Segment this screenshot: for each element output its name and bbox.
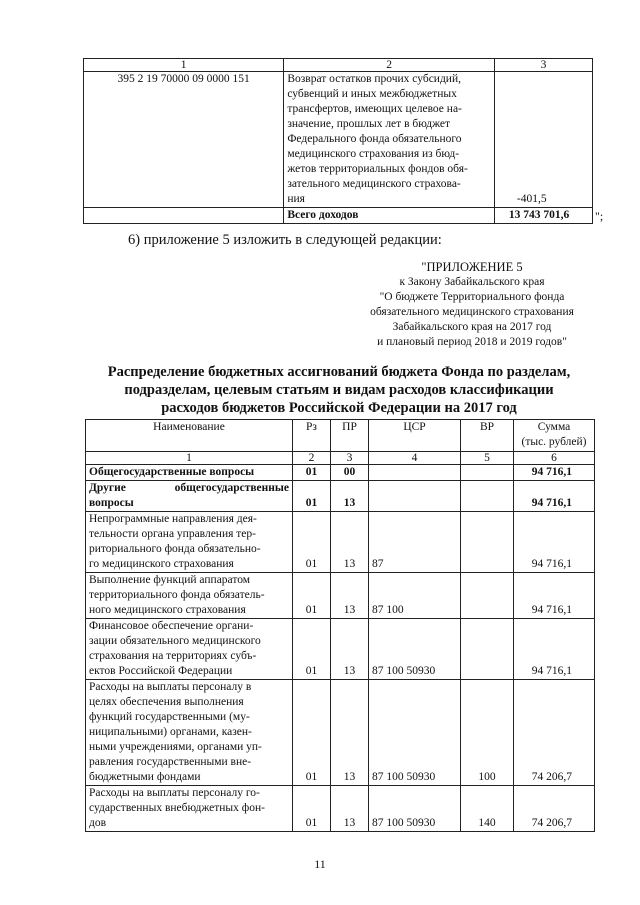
row-name: Расходы на выплаты персоналу в целях обеспечения выполнения функций государственными (му- ниципальными) органами, казен- ными учреждениями, органами уп- равления государственными вне- бюджетными фондами [86, 680, 293, 786]
row-csr: 87 100 50930 [369, 619, 461, 680]
row-csr: 87 100 50930 [369, 680, 461, 786]
col-index-1: 1 [84, 59, 284, 72]
row-pr: 13 [331, 619, 369, 680]
appendix-header: "ПРИЛОЖЕНИЕ 5 к Закону Забайкальского края "О бюджете Территориального фонда обязательного медицинского страхования Забайкальского края на 2017 год и плановый период 2018 и 2019 годов" [330, 260, 614, 350]
row-rz: 01 [293, 465, 331, 481]
total-amount: 13 743 701,6 [494, 208, 592, 224]
row-pr: 13 [331, 481, 369, 512]
row-vr [461, 573, 514, 619]
row-csr: 87 100 [369, 573, 461, 619]
page-number: 11 [314, 857, 326, 871]
row-pr: 13 [331, 512, 369, 573]
table-row [86, 465, 595, 481]
column-index-row: 1 2 3 4 5 6 [86, 452, 595, 465]
row-csr [369, 481, 461, 512]
row-rz: 01 [293, 619, 331, 680]
row-vr [461, 512, 514, 573]
row-sum: 94 716,1 [514, 481, 595, 512]
row-name: Непрограммные направления дея- тельности органа управления тер- риториального фонда обязательно- го медицинского страхования [86, 512, 293, 573]
header-name: Наименование [86, 420, 293, 452]
table-row [86, 481, 595, 512]
row-pr: 13 [331, 680, 369, 786]
amendment-paragraph: 6) приложение 5 изложить в следующей редакции: [128, 232, 442, 248]
revenue-row [84, 72, 593, 208]
total-label: Всего доходов [284, 208, 495, 224]
col-index-3: 3 [494, 59, 592, 72]
table-row [86, 619, 595, 680]
row-vr [461, 465, 514, 481]
row-csr: 87 [369, 512, 461, 573]
revenue-table-continuation [83, 58, 593, 224]
row-vr [461, 481, 514, 512]
table-row [86, 680, 595, 786]
row-name: Выполнение функций аппаратом территориального фонда обязатель- ного медицинского страхования [86, 573, 293, 619]
row-csr: 87 100 50930 [369, 786, 461, 832]
table-row [86, 512, 595, 573]
table-row [86, 573, 595, 619]
row-name: Другие общегосударственные вопросы [86, 481, 293, 512]
document-title: Распределение бюджетных ассигнований бюджета Фонда по разделам, подразделам, целевым статьям и видам расходов классификации расходов бюджетов Российской Федерации на 2017 год [107, 364, 571, 416]
col-index-2: 2 [284, 59, 495, 72]
row-pr: 13 [331, 786, 369, 832]
row-rz: 01 [293, 680, 331, 786]
row-sum: 74 206,7 [514, 680, 595, 786]
header-csr: ЦСР [369, 420, 461, 452]
row-vr [461, 619, 514, 680]
revenue-table-header [84, 59, 593, 72]
header-rz: Рз [293, 420, 331, 452]
revenue-description: Возврат остатков прочих субсидий, субвенций и иных межбюджетных трансфертов, имеющих целевое на- значение, прошлых лет в бюджет Федерального фонда обязательного медицинского страхования из бюд- жетов территориальных фондов обя- зательного медицинского страхова- ния [284, 72, 495, 208]
row-rz: 01 [293, 786, 331, 832]
row-vr: 100 [461, 680, 514, 786]
row-rz: 01 [293, 573, 331, 619]
revenue-code: 395 2 19 70000 09 0000 151 [84, 72, 284, 208]
row-sum: 94 716,1 [514, 512, 595, 573]
closing-quote: "; [595, 209, 604, 223]
header-sum: Сумма (тыс. рублей) [514, 420, 595, 452]
row-vr: 140 [461, 786, 514, 832]
row-sum: 74 206,7 [514, 786, 595, 832]
row-pr: 00 [331, 465, 369, 481]
revenue-amount: -401,5 [494, 72, 592, 208]
row-csr [369, 465, 461, 481]
appendix-title: "ПРИЛОЖЕНИЕ 5 [421, 260, 523, 274]
header-pr: ПР [331, 420, 369, 452]
row-sum: 94 716,1 [514, 573, 595, 619]
table-row [86, 786, 595, 832]
header-vr: ВР [461, 420, 514, 452]
row-name: Расходы на выплаты персоналу го- сударственных внебюджетных фон- дов [86, 786, 293, 832]
row-name: Финансовое обеспечение органи- зации обязательного медицинского страхования на территориях субъ- ектов Российской Федерации [86, 619, 293, 680]
row-pr: 13 [331, 573, 369, 619]
revenue-total-row [84, 208, 593, 224]
row-name: Общегосударственные вопросы [86, 465, 293, 481]
budget-allocation-table [85, 419, 595, 832]
row-sum: 94 716,1 [514, 465, 595, 481]
row-rz: 01 [293, 481, 331, 512]
row-sum: 94 716,1 [514, 619, 595, 680]
table-header-row [86, 420, 595, 452]
row-rz: 01 [293, 512, 331, 573]
